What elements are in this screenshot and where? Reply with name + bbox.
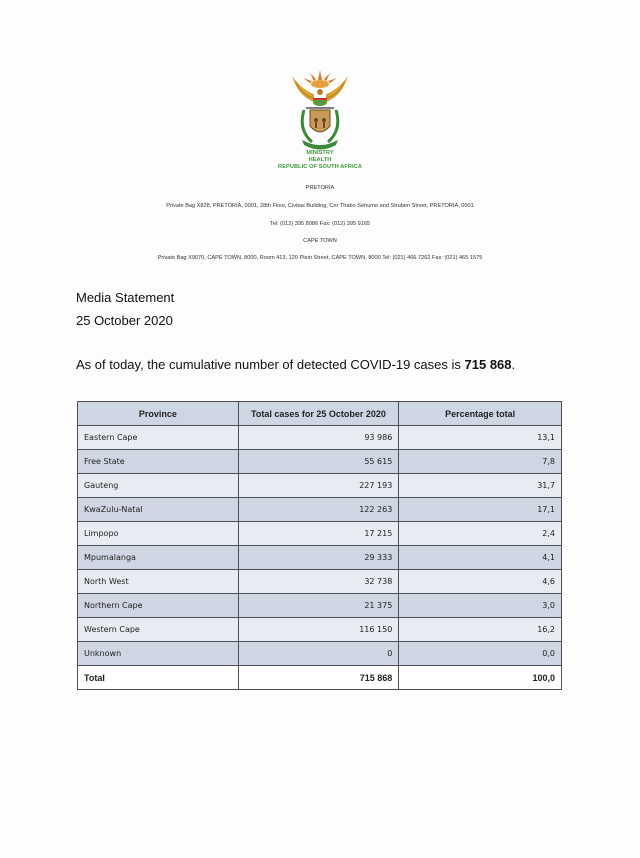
province-cases: 116 150	[238, 618, 399, 642]
south-africa-coat-of-arms-icon	[288, 68, 352, 150]
header-percentage: Percentage total	[399, 402, 562, 426]
province-cases: 32 738	[238, 570, 399, 594]
table-row	[78, 498, 562, 522]
province-cases: 17 215	[238, 522, 399, 546]
summary-prefix: As of today, the cumulative number of detected COVID-19 cases is	[76, 357, 465, 372]
header-total-cases: Total cases for 25 October 2020	[238, 402, 399, 426]
table-row	[78, 474, 562, 498]
table-row	[78, 522, 562, 546]
province-cases-table	[77, 401, 562, 690]
province-name: Western Cape	[78, 618, 239, 642]
province-name: North West	[78, 570, 239, 594]
table-header-row	[78, 402, 562, 426]
header-province: Province	[78, 402, 239, 426]
table-row	[78, 546, 562, 570]
province-name: Eastern Cape	[78, 426, 239, 450]
ministry-line-3: REPUBLIC OF SOUTH AFRICA	[278, 164, 362, 170]
table-row	[78, 570, 562, 594]
cape-town-address: Private Bag X9070, CAPE TOWN, 8000, Room 413, 120 Plein Street, CAPE TOWN, 8000 Tel: (021) 466 7262 Fax: (021) 465 1575	[157, 255, 483, 261]
total-label: Total	[78, 666, 239, 690]
ministry-line-2: HEALTH	[308, 157, 332, 163]
table-row	[78, 618, 562, 642]
pretoria-address: Private Bag X828, PRETORIA, 0001, 28th Floor, Civitas Building, Cnr Thabo Sehume and Struben Street, PRETORIA, 0001	[166, 203, 474, 209]
table-row	[78, 426, 562, 450]
ministry-line-1: MINISTRY	[306, 150, 334, 156]
cape-town-city-heading: CAPE TOWN	[303, 238, 337, 244]
table-row	[78, 594, 562, 618]
province-cases: 29 333	[238, 546, 399, 570]
province-percent: 4,6	[399, 570, 562, 594]
province-percent: 4,1	[399, 546, 562, 570]
statement-title: Media Statement	[76, 290, 175, 305]
province-cases: 93 986	[238, 426, 399, 450]
province-name: Mpumalanga	[78, 546, 239, 570]
province-percent: 7,8	[399, 450, 562, 474]
total-cases: 715 868	[238, 666, 399, 690]
province-percent: 2,4	[399, 522, 562, 546]
table-total-row	[78, 666, 562, 690]
province-name: Unknown	[78, 642, 239, 666]
province-cases: 122 263	[238, 498, 399, 522]
province-cases: 0	[238, 642, 399, 666]
province-percent: 13,1	[399, 426, 562, 450]
province-name: Limpopo	[78, 522, 239, 546]
province-name: KwaZulu-Natal	[78, 498, 239, 522]
province-percent: 31,7	[399, 474, 562, 498]
pretoria-tel-fax: Tel: (012) 395 8086 Fax: (012) 395 9165	[269, 221, 371, 227]
summary-suffix: .	[511, 357, 516, 372]
statement-date: 25 October 2020	[76, 313, 173, 328]
total-percent: 100,0	[399, 666, 562, 690]
province-percent: 16,2	[399, 618, 562, 642]
province-cases: 21 375	[238, 594, 399, 618]
table-row	[78, 450, 562, 474]
province-percent: 0,0	[399, 642, 562, 666]
table-row	[78, 642, 562, 666]
pretoria-city-heading: PRETORIA	[305, 185, 335, 191]
province-percent: 3,0	[399, 594, 562, 618]
province-name: Free State	[78, 450, 239, 474]
summary-total-value: 715 868	[464, 357, 512, 372]
province-cases: 55 615	[238, 450, 399, 474]
province-percent: 17,1	[399, 498, 562, 522]
province-name: Northern Cape	[78, 594, 239, 618]
province-name: Gauteng	[78, 474, 239, 498]
cumulative-cases-summary	[76, 357, 515, 372]
province-cases: 227 193	[238, 474, 399, 498]
